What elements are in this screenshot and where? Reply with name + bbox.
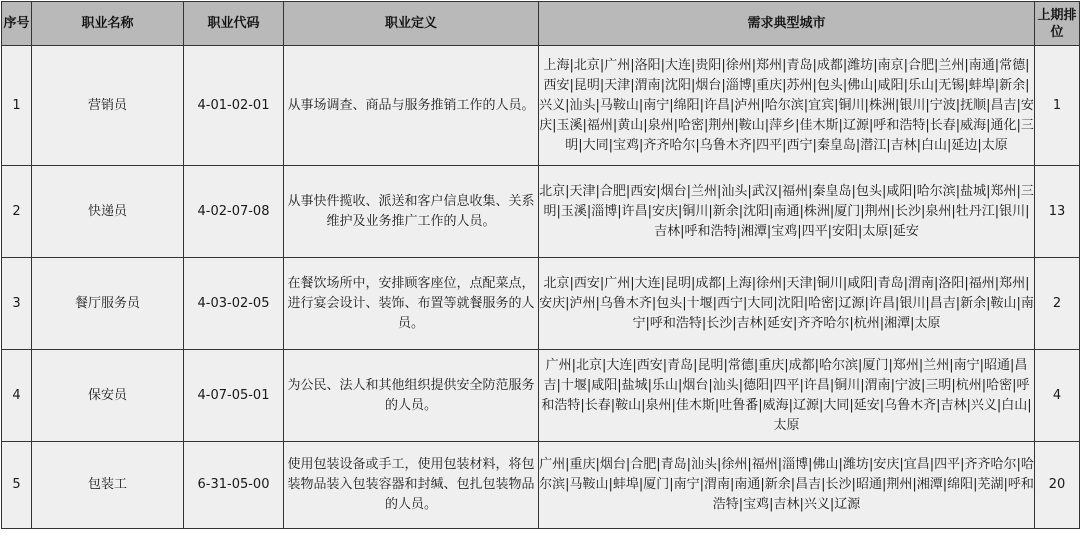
previous-rank: 13 — [1035, 166, 1080, 258]
header-cities: 需求典型城市 — [539, 2, 1035, 46]
header-code: 职业代码 — [184, 2, 284, 46]
row-no: 1 — [2, 46, 32, 166]
row-no: 2 — [2, 166, 32, 258]
typical-cities: 广州|重庆|烟台|合肥|青岛|汕头|徐州|福州|淄博|佛山|潍坊|安庆|宜昌|四平|齐齐哈尔|哈尔滨|马鞍山|蚌埠|厦门|南宁|渭南|南通|新余|昌吉|长沙|昭通|荆州|湘潭|绵阳|芜湖|呼和浩特|宝鸡|吉林|兴义|辽源 — [539, 457, 1034, 512]
occupation-code: 4-02-07-08 — [184, 166, 284, 258]
typical-cities: 广州|北京|大连|西安|青岛|昆明|常德|重庆|成都|哈尔滨|厦门|郑州|兰州|南宁|昭通|昌吉|十堰|咸阳|盐城|乐山|烟台|汕头|德阳|四平|许昌|铜川|渭南|宁波|三明|杭州|哈密|呼和浩特|长春|鞍山|泉州|佳木斯|吐鲁番|威海|辽源|大同|延安|乌鲁木齐|吉林|兴义|白山|太原 — [541, 357, 1032, 433]
typical-cities-cell — [539, 350, 1035, 442]
occupation-code: 6-31-05-00 — [184, 442, 284, 529]
typical-cities: 北京|西安|广州|大连|昆明|成都|上海|徐州|天津|铜川|咸阳|青岛|渭南|洛阳|福州|郑州|安庆|泸州|乌鲁木齐|包头|十堰|西宁|大同|沈阳|哈密|辽源|许昌|银川|昌吉|新余|鞍山|南宁|呼和浩特|长沙|吉林|延安|齐齐哈尔|杭州|湘潭|太原 — [539, 275, 1034, 331]
row-no: 5 — [2, 442, 32, 529]
table-row — [2, 350, 1080, 442]
occupation-definition: 为公民、法人和其他组织提供安全防范服务的人员。 — [284, 350, 539, 442]
previous-rank: 20 — [1035, 442, 1080, 529]
row-no: 3 — [2, 258, 32, 350]
typical-cities-cell — [539, 166, 1035, 258]
table-row — [2, 442, 1080, 529]
previous-rank: 2 — [1035, 258, 1080, 350]
occupation-code: 4-03-02-05 — [184, 258, 284, 350]
header-no: 序号 — [2, 2, 32, 46]
occupation-definition: 从事场调查、商品与服务推销工作的人员。 — [284, 46, 539, 166]
typical-cities: 北京|天津|合肥|西安|烟台|兰州|汕头|武汉|福州|秦皇岛|包头|咸阳|哈尔滨|盐城|郑州|三明|玉溪|淄博|许昌|安庆|铜川|新余|沈阳|南通|株洲|厦门|荆州|长沙|泉州|牡丹江|银川|吉林|呼和浩特|湘潭|宝鸡|四平|安阳|太原|延安 — [539, 183, 1034, 239]
occupation-name: 保安员 — [32, 350, 184, 442]
occupation-definition: 从事快件揽收、派送和客户信息收集、关系维护及业务推广工作的人员。 — [284, 166, 539, 258]
table-row — [2, 166, 1080, 258]
occupation-definition: 在餐饮场所中，安排顾客座位，点配菜点，进行宴会设计、装饰、布置等就餐服务的人员。 — [284, 258, 539, 350]
table-row — [2, 46, 1080, 166]
header-definition: 职业定义 — [284, 2, 539, 46]
occupation-definition: 使用包装设备或手工，使用包装材料，将包装物品装入包装容器和封缄、包扎包装物品的人员。 — [284, 442, 539, 529]
typical-cities: 上海|北京|广州|洛阳|大连|贵阳|徐州|郑州|青岛|成都|潍坊|南京|合肥|兰州|南通|常德|西安|昆明|天津|渭南|沈阳|烟台|淄博|重庆|苏州|包头|佛山|咸阳|乐山|无锡|蚌埠|新余|兴义|汕头|马鞍山|南宁|绵阳|许昌|泸州|哈尔滨|宜宾|铜川|株洲|银川|宁波|抚顺|昌吉|安庆|玉溪|福州|黄山|泉州|哈密|荆州|鞍山|萍乡|佳木斯|辽源|呼和浩特|长春|威海|通化|三明|大同|宝鸡|齐齐哈尔|乌鲁木齐|四平|西宁|秦皇岛|潜江|吉林|白山|延边|太原 — [539, 57, 1034, 153]
typical-cities-cell — [539, 442, 1035, 529]
occupation-name: 快递员 — [32, 166, 184, 258]
occupation-code: 4-01-02-01 — [184, 46, 284, 166]
occupation-name: 营销员 — [32, 46, 184, 166]
occupation-demand-table — [1, 1, 1080, 529]
occupation-code: 4-07-05-01 — [184, 350, 284, 442]
header-row — [2, 2, 1080, 46]
occupation-name: 包装工 — [32, 442, 184, 529]
previous-rank: 4 — [1035, 350, 1080, 442]
header-rank: 上期排位 — [1035, 2, 1080, 46]
previous-rank: 1 — [1035, 46, 1080, 166]
typical-cities-cell — [539, 46, 1035, 166]
table-row — [2, 258, 1080, 350]
occupation-name: 餐厅服务员 — [32, 258, 184, 350]
header-name: 职业名称 — [32, 2, 184, 46]
typical-cities-cell — [539, 258, 1035, 350]
row-no: 4 — [2, 350, 32, 442]
